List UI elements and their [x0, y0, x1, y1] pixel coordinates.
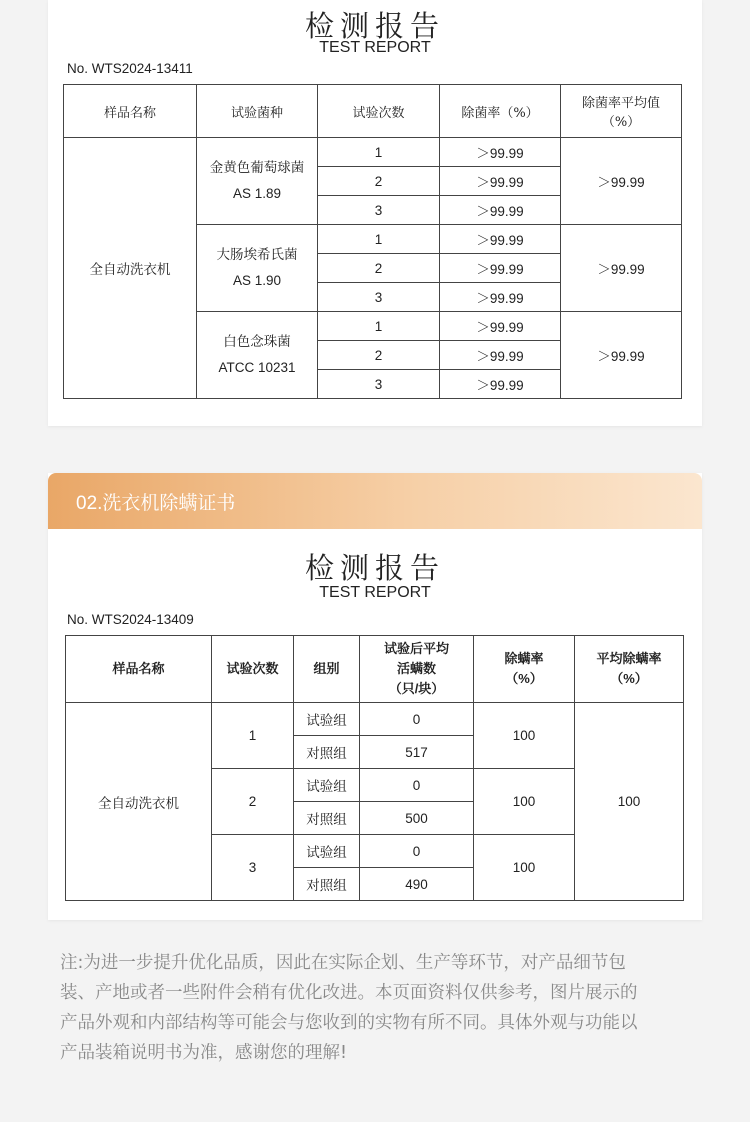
- report2-subtitle: TEST REPORT: [319, 584, 431, 601]
- header-sample-name: 样品名称: [66, 636, 212, 703]
- group-cell: 试验组: [294, 835, 360, 868]
- note-line: 装、产地或者一些附件会稍有优化改进。本页面资料仅供参考，图片展示的: [60, 983, 638, 1003]
- section-title: 02.洗衣机除螨证书: [76, 493, 236, 514]
- mite-count-cell: 490: [360, 868, 474, 901]
- report2-number: No. WTS2024-13409: [67, 612, 194, 627]
- header-live-mites: [360, 636, 474, 703]
- removal-rate-cell: 100: [474, 703, 575, 769]
- table-row: [64, 138, 682, 167]
- header-trial-count: 试验次数: [212, 636, 294, 703]
- rate-cell: ＞99.99: [440, 225, 561, 254]
- header-removal-rate-line2: （%）: [505, 671, 543, 686]
- table-header-row: [66, 636, 684, 703]
- strain-name: 大肠埃希氏菌: [216, 247, 298, 262]
- header-avg-removal-rate-line2: （%）: [610, 671, 648, 686]
- header-live-mites-line2: 活螨数: [396, 661, 436, 676]
- note-line: 注:为进一步提升优化品质，因此在实际企划、生产等环节，对产品细节包: [60, 953, 626, 973]
- header-removal-rate: 除菌率（%）: [440, 85, 561, 138]
- sample-name-cell: 全自动洗衣机: [64, 138, 197, 399]
- mite-count-cell: 0: [360, 769, 474, 802]
- mite-removal-table: [65, 635, 684, 901]
- report2-title: 检测报告: [304, 551, 445, 585]
- header-sample-name: 样品名称: [64, 85, 197, 138]
- rate-cell: ＞99.99: [440, 167, 561, 196]
- header-removal-rate: [474, 636, 575, 703]
- trial-cell: 3: [318, 370, 440, 399]
- section-banner: [48, 473, 702, 529]
- header-live-mites-line1: 试验后平均: [383, 641, 449, 656]
- rate-cell: ＞99.99: [440, 254, 561, 283]
- rate-cell: ＞99.99: [440, 370, 561, 399]
- header-group: 组别: [294, 636, 360, 703]
- strain-cell: [197, 138, 318, 225]
- note-line: 产品装箱说明书为准，感谢您的理解!: [60, 1043, 348, 1063]
- mite-count-cell: 0: [360, 703, 474, 736]
- trial-cell: 2: [212, 769, 294, 835]
- trial-cell: 3: [318, 283, 440, 312]
- group-cell: 试验组: [294, 769, 360, 802]
- trial-cell: 1: [318, 312, 440, 341]
- header-avg-removal-rate: [575, 636, 684, 703]
- rate-cell: ＞99.99: [440, 283, 561, 312]
- header-strain: 试验菌种: [197, 85, 318, 138]
- trial-cell: 2: [318, 254, 440, 283]
- removal-rate-cell: 100: [474, 835, 575, 901]
- mite-count-cell: 0: [360, 835, 474, 868]
- rate-cell: ＞99.99: [440, 138, 561, 167]
- sterilization-table: [63, 84, 682, 399]
- strain-code: AS 1.90: [232, 273, 282, 288]
- trial-cell: 1: [318, 138, 440, 167]
- trial-cell: 3: [212, 835, 294, 901]
- mite-count-cell: 517: [360, 736, 474, 769]
- header-live-mites-line3: （只/块）: [388, 681, 445, 696]
- strain-cell: [197, 225, 318, 312]
- trial-cell: 2: [318, 167, 440, 196]
- avg-rate-cell: ＞99.99: [561, 138, 682, 225]
- header-removal-rate-line1: 除螨率: [504, 651, 544, 666]
- strain-code: ATCC 10231: [218, 360, 296, 375]
- avg-removal-rate-cell: 100: [575, 703, 684, 901]
- table-row: [66, 703, 684, 736]
- header-avg-rate-line2: （%）: [601, 115, 641, 130]
- group-cell: 对照组: [294, 736, 360, 769]
- table-header-row: [64, 85, 682, 138]
- note-line: 产品外观和内部结构等可能会与您收到的实物有所不同。具体外观与功能以: [60, 1013, 638, 1033]
- report1-title: 检测报告: [304, 9, 445, 43]
- rate-cell: ＞99.99: [440, 312, 561, 341]
- avg-rate-cell: ＞99.99: [561, 225, 682, 312]
- group-cell: 对照组: [294, 802, 360, 835]
- header-trial-count: 试验次数: [318, 85, 440, 138]
- group-cell: 试验组: [294, 703, 360, 736]
- avg-rate-cell: ＞99.99: [561, 312, 682, 399]
- trial-cell: 1: [212, 703, 294, 769]
- trial-cell: 2: [318, 341, 440, 370]
- report1-number: No. WTS2024-13411: [67, 61, 193, 76]
- header-avg-rate: [561, 85, 682, 138]
- strain-name: 白色念珠菌: [223, 334, 291, 349]
- rate-cell: ＞99.99: [440, 341, 561, 370]
- group-cell: 对照组: [294, 868, 360, 901]
- sample-name-cell: 全自动洗衣机: [66, 703, 212, 901]
- trial-cell: 3: [318, 196, 440, 225]
- strain-code: AS 1.89: [232, 186, 282, 201]
- rate-cell: ＞99.99: [440, 196, 561, 225]
- strain-cell: [197, 312, 318, 399]
- removal-rate-cell: 100: [474, 769, 575, 835]
- header-avg-removal-rate-line1: 平均除螨率: [596, 651, 662, 666]
- report1-subtitle: TEST REPORT: [319, 39, 431, 56]
- mite-count-cell: 500: [360, 802, 474, 835]
- trial-cell: 1: [318, 225, 440, 254]
- strain-name: 金黄色葡萄球菌: [209, 160, 305, 175]
- header-avg-rate-line1: 除菌率平均值: [581, 96, 660, 111]
- disclaimer-note: [60, 948, 695, 1068]
